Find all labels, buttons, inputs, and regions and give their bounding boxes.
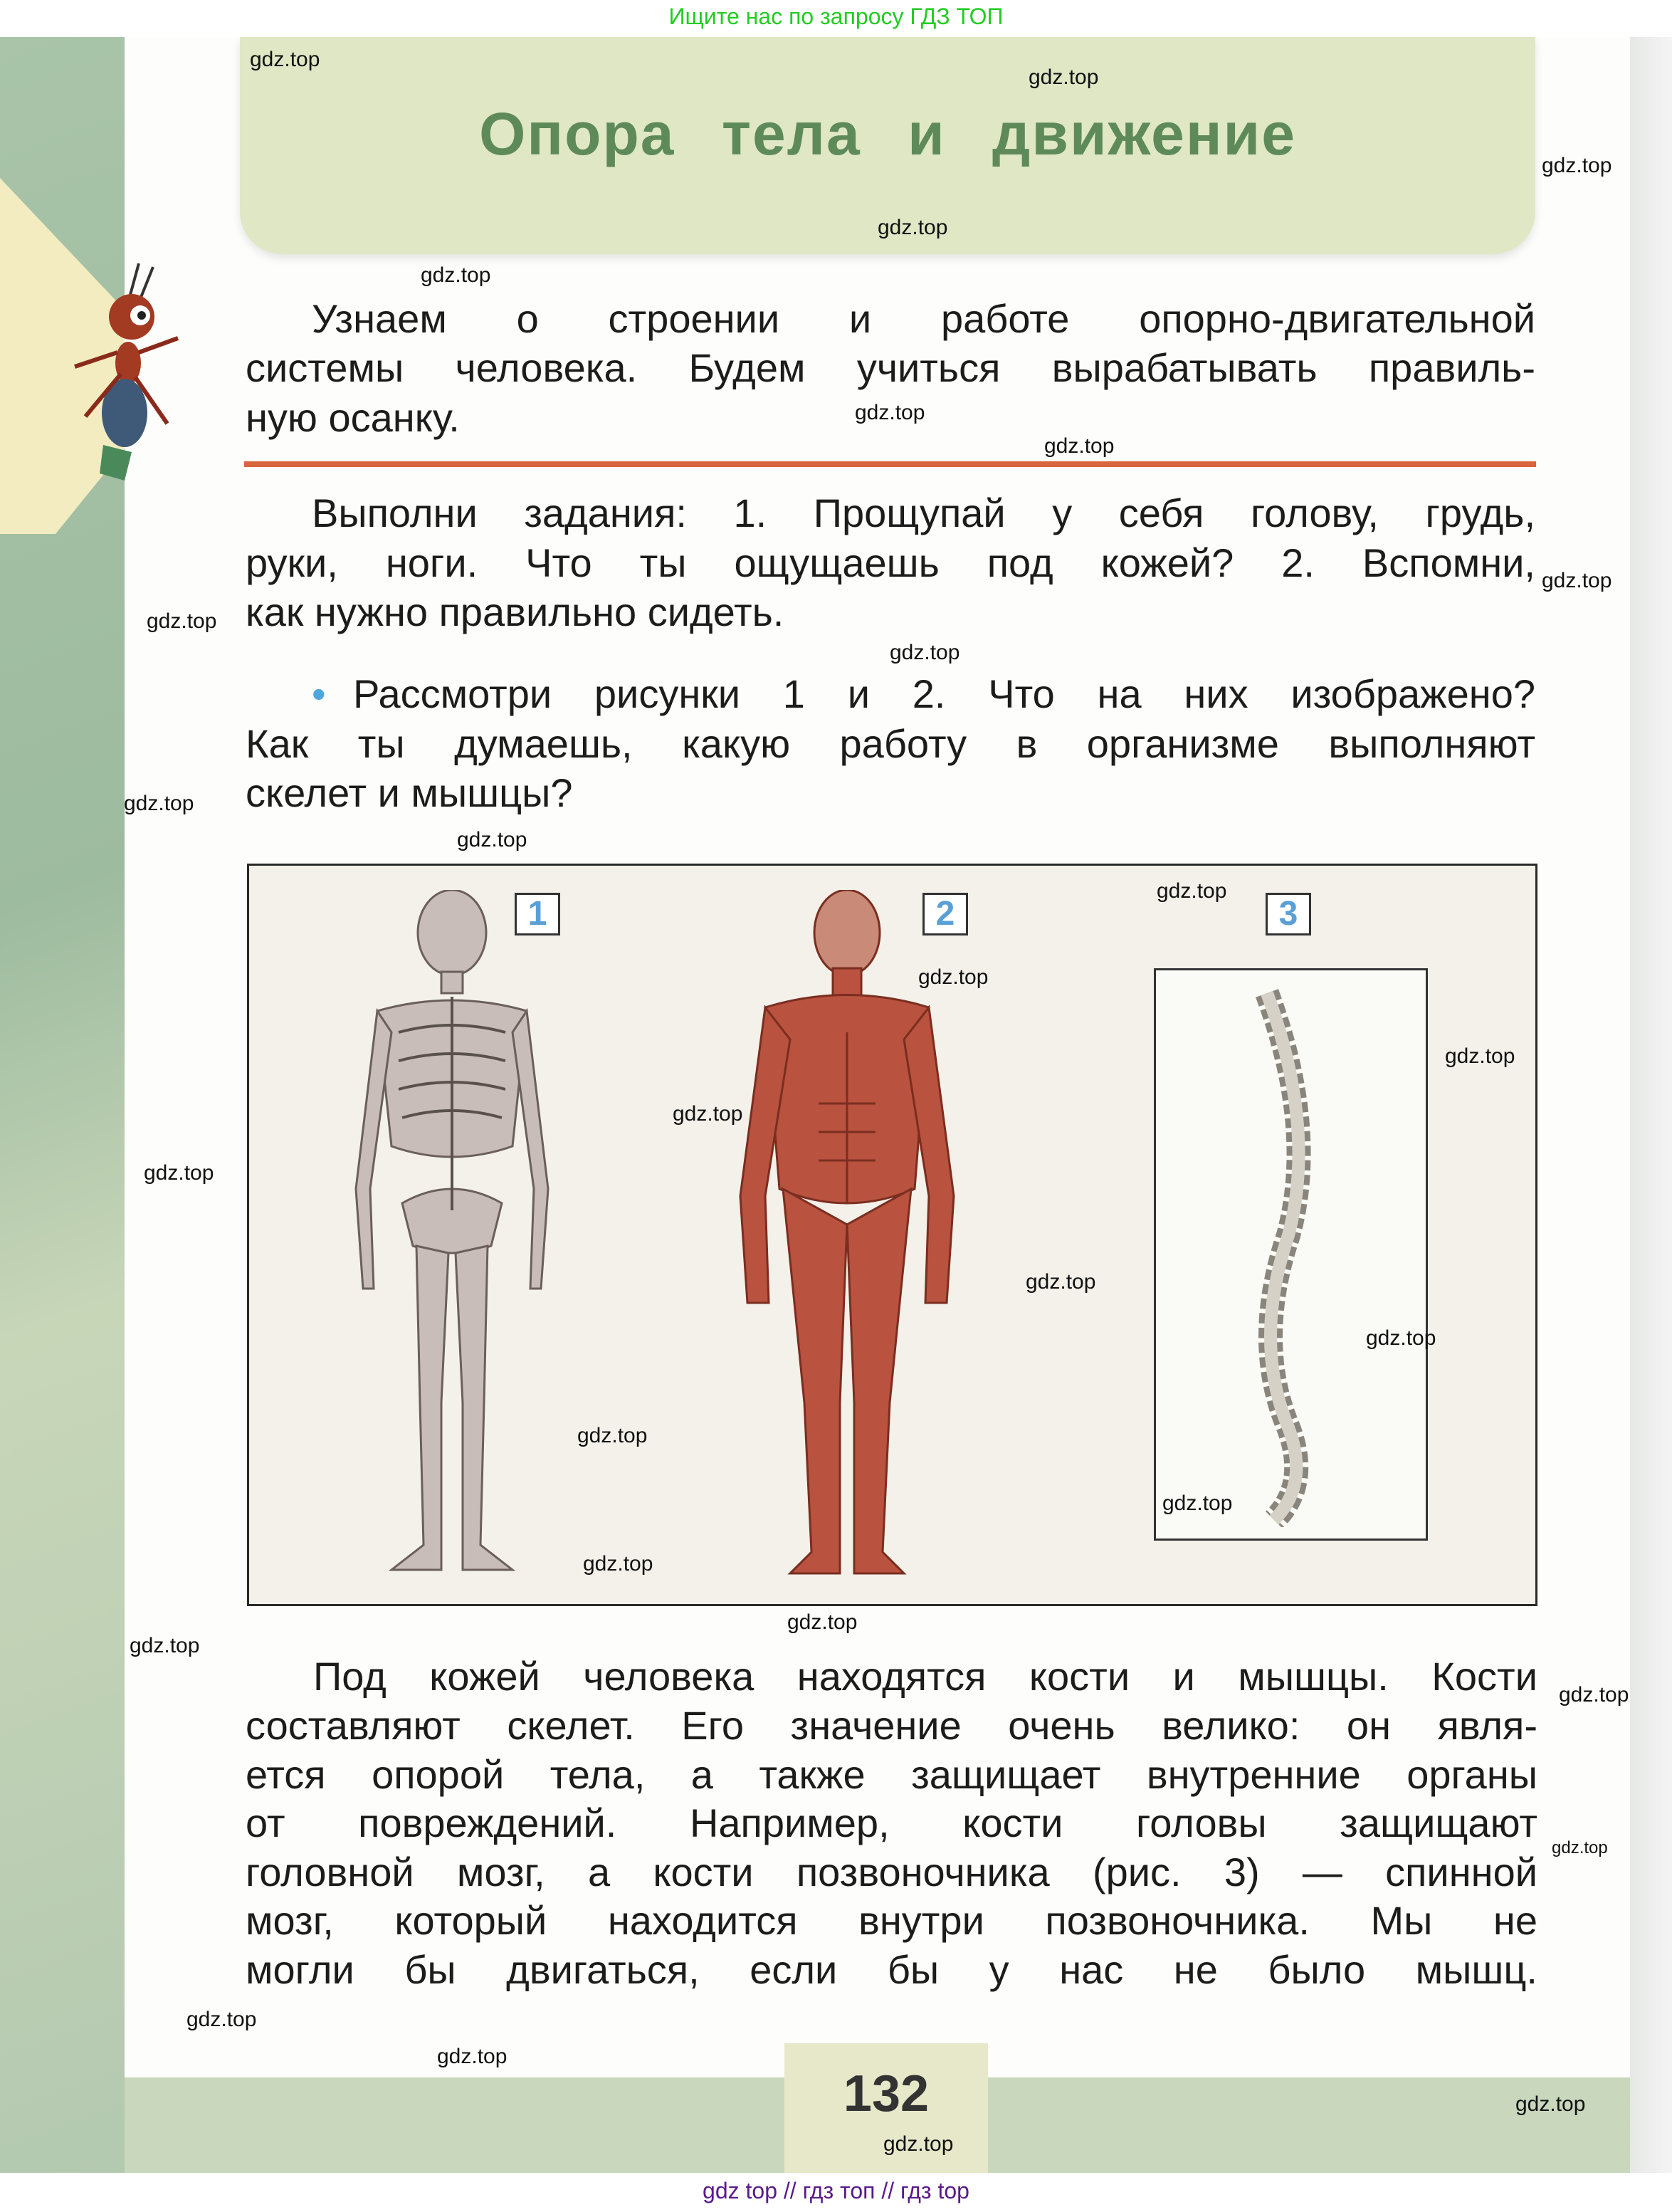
watermark: gdz.top [1559, 1683, 1629, 1707]
section-divider [244, 461, 1536, 467]
watermark: gdz.top [1162, 1492, 1233, 1515]
bullet-icon: • [312, 671, 326, 716]
page-edge [1630, 37, 1672, 2173]
watermark: gdz.top [250, 48, 320, 71]
body-line: Под кожей человека находятся кости и мышцы. Кости [313, 1654, 1537, 1699]
figure-label-2: 2 [922, 893, 968, 935]
watermark: gdz.top [577, 1424, 648, 1447]
watermark: gdz.top [787, 1610, 858, 1634]
watermark: gdz.top [890, 641, 960, 664]
watermark: gdz.top [144, 1161, 214, 1185]
body-line: от повреждений. Например, кости головы защищают [246, 1800, 1537, 1845]
intro-line: системы человека. Будем учиться вырабатывать правиль- [246, 345, 1535, 390]
watermark: gdz.top [437, 2045, 508, 2068]
watermark: gdz.top [1542, 569, 1612, 592]
watermark: gdz.top [1044, 434, 1115, 458]
watermark: gdz.top [1542, 154, 1612, 177]
watermark: gdz.top [1552, 1838, 1608, 1857]
watermark: gdz.top [878, 216, 948, 239]
figure-label-3: 3 [1266, 893, 1311, 935]
task-line: как нужно правильно сидеть. [246, 589, 784, 634]
body-line: мозг, который находится внутри позвоночника. Мы не [246, 1898, 1537, 1943]
watermark: gdz.top [1445, 1044, 1515, 1068]
watermark: gdz.top [186, 2008, 257, 2031]
watermark: gdz.top [457, 828, 527, 851]
figure-label-1: 1 [515, 893, 560, 935]
intro-line: Узнаем о строении и работе опорно-двигательной [312, 296, 1535, 341]
page-title: Опора тела и движение [479, 100, 1296, 167]
body-line: головной мозг, а кости позвоночника (рис. 3) — спинной [246, 1850, 1537, 1894]
bottom-banner[interactable]: gdz top // гдз топ // гдз top [0, 2173, 1672, 2212]
task-line: руки, ноги. Что ты ощущаешь под кожей? 2. Вспомни, [246, 540, 1535, 585]
watermark: gdz.top [1366, 1326, 1436, 1350]
watermark: gdz.top [1157, 879, 1227, 903]
watermark: gdz.top [1026, 1270, 1096, 1294]
body-line: составляют скелет. Его значение очень велико: он явля- [246, 1703, 1537, 1748]
spine-icon [1210, 986, 1352, 1527]
skeleton-icon [335, 890, 569, 1581]
body-line: могли бы двигаться, если бы у нас не было мышц. [246, 1947, 1537, 1992]
watermark: gdz.top [918, 965, 989, 989]
question-line: Рассмотри рисунки 1 и 2. Что на них изображено? [353, 671, 1535, 716]
watermark: gdz.top [673, 1102, 743, 1126]
body-line: ется опорой тела, а также защищает внутренние органы [246, 1752, 1537, 1797]
watermark: gdz.top [147, 609, 217, 633]
watermark: gdz.top [421, 263, 491, 287]
muscle-figure-icon [726, 890, 968, 1581]
watermark: gdz.top [1515, 2092, 1586, 2116]
top-banner[interactable]: Ищите нас по запросу ГДЗ ТОП [0, 0, 1672, 37]
watermark: gdz.top [1029, 65, 1099, 89]
question-line: скелет и мышцы? [246, 770, 573, 815]
watermark: gdz.top [583, 1552, 653, 1576]
question-line: Как ты думаешь, какую работу в организме выполняют [246, 721, 1535, 766]
watermark: gdz.top [855, 401, 925, 424]
intro-line: ную осанку. [246, 395, 460, 440]
task-line: Выполни задания: 1. Прощупай у себя голову, грудь, [312, 491, 1535, 535]
ant-mascot-icon [61, 260, 189, 488]
watermark: gdz.top [124, 792, 194, 815]
watermark: gdz.top [130, 1634, 200, 1657]
page-number: 132 [843, 2065, 930, 2122]
watermark: gdz.top [883, 2132, 954, 2156]
